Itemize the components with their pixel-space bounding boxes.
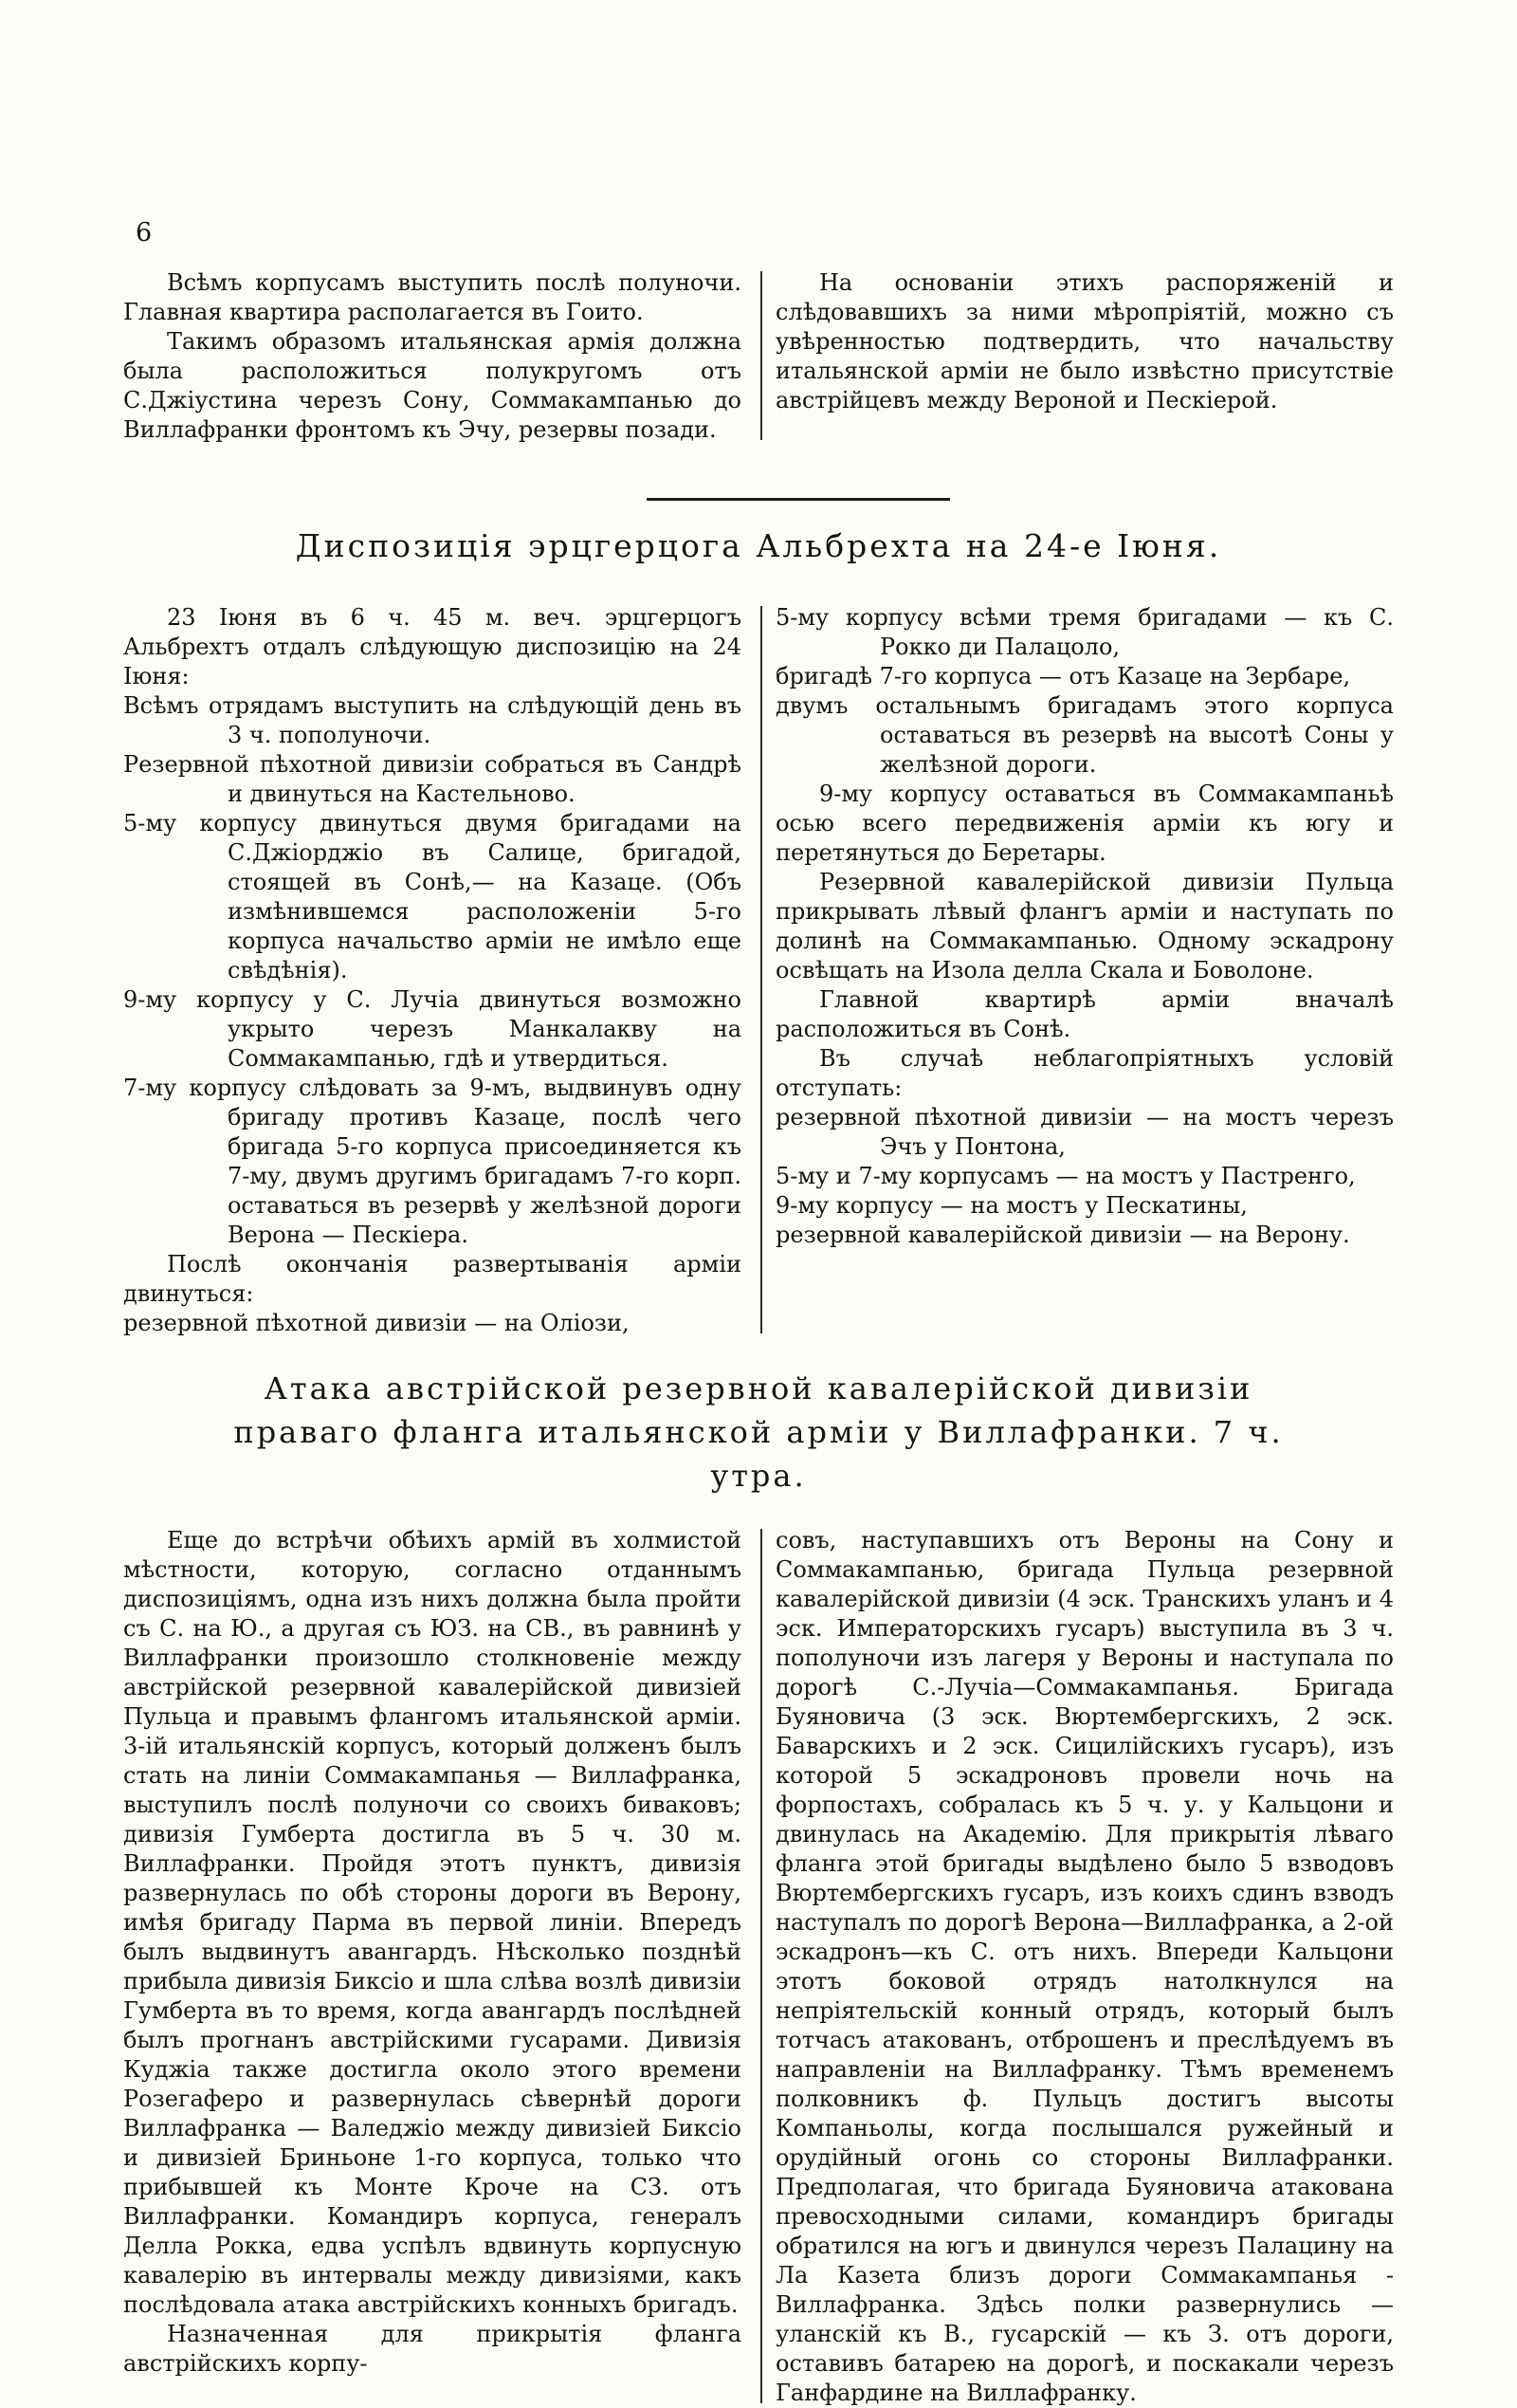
page-number: 6 <box>136 218 153 248</box>
section-attack-right-column <box>776 1526 1394 2408</box>
list-item: 5-му корпусу двинуться двумя бригадами на С.Джіорджіо въ Салице, бригадой, стоящей въ Сонѣ,— на Казаце. (Объ измѣнившемся расположеніи 5-го корпуса начальство арміи не имѣло еще свѣдѣнія). <box>123 810 741 983</box>
paragraph: Такимъ образомъ итальянская армія должна была расположиться полукругомъ отъ С.Джіустина черезъ Сону, Соммакампанью до Виллафранки фронтомъ къ Эчу, резервы позади. <box>123 328 741 443</box>
paragraph: Назначенная для прикрытія фланга австрійскихъ корпу- <box>123 2321 741 2377</box>
paragraph: 9-му корпусу оставаться въ Соммакампаньѣ осью всего передвиженія арміи къ югу и перетянуться до Беретары. <box>776 781 1394 866</box>
section-attack-left-column <box>123 1526 741 2408</box>
section-disposition <box>123 603 1394 1338</box>
section-disposition-right-column <box>776 603 1394 1338</box>
paragraph: 23 Іюня въ 6 ч. 45 м. веч. эрцгерцогъ Альбрехтъ отдалъ слѣдующую диспозицію на 24 Іюня: <box>123 604 741 689</box>
paragraph: Въ случаѣ неблагопріятныхъ условій отступать: <box>776 1045 1394 1101</box>
paragraph: совъ, наступавшихъ отъ Вероны на Сону и Соммакампанью, бригада Пульца резервной кавалерійской дивизіи (4 эск. Транскихъ уланъ и 4 эск. Императорскихъ гусаръ) выступила въ 3 ч. пополуночи изъ лагеря у Вероны и наступала по дорогѣ С.-Лучіа—Соммакампанья. Бригада Буяновича (3 эск. Вюртембергскихъ, 2 эск. Баварскихъ и 2 эск. Сицилійскихъ гусаръ), изъ которой 5 эскадроновъ провели ночь на форпостахъ, собралась къ 5 ч. у. у Кальцони и двинулась на Академію. Для прикрытія лѣваго фланга этой бригады выдѣлено было 5 взводовъ Вюртембергскихъ гусаръ, изъ коихъ сдинъ взводъ наступалъ по дорогѣ Верона—Виллафранка, а 2-ой эскадронъ—къ С. отъ нихъ. Впереди Кальцони этотъ боковой отрядъ натолкнулся на непріятельскій конный отрядъ, который былъ тотчасъ атакованъ, отброшенъ и преслѣдуемъ въ направленіи на Виллафранку. Тѣмъ временемъ полковникъ ф. Пульцъ достигъ высоты Компаньолы, когда послышался ружейный и орудійный огонь со стороны Виллафранки. Предполагая, что бригада Буяновича атакована превосходными силами, командиръ бригады обратился на югъ и двинулся черезъ Палацину на Ла Казета близъ дороги Соммакампанья - Виллафранка. Здѣсь полки развернулись — уланскій къ В., гусарскій — къ З. отъ дороги, оставивъ батарею на дорогѣ, и поскакали черезъ Ганфардине на Виллафранку. <box>776 1527 1394 2406</box>
column-divider-rule <box>760 1529 762 2403</box>
section-disposition-left-column <box>123 603 741 1338</box>
paragraph: Послѣ окончанія развертыванія арміи двинуться: <box>123 1251 741 1307</box>
paragraph: Главной квартирѣ арміи вначалѣ расположиться въ Сонѣ. <box>776 986 1394 1042</box>
column-divider-rule <box>760 271 762 440</box>
list-item: Всѣмъ отрядамъ выступить на слѣдующій день въ 3 ч. пополуночи. <box>123 692 741 748</box>
list-item: 7-му корпусу слѣдовать за 9-мъ, выдвинувъ одну бригаду противъ Казаце, послѣ чего бригада 5-го корпуса присоединяется къ 7-му, двумъ другимъ бригадамъ 7-го корп. оставаться въ резервѣ у желѣзной дороги Верона — Пескіера. <box>123 1075 741 1248</box>
paragraph: На основаніи этихъ распоряженій и слѣдовавшихъ за ними мѣропріятій, можно съ увѣренностью подтвердить, что начальству итальянской арміи не было извѣстно присутствіе австрійцевъ между Вероной и Пескіерой. <box>776 269 1394 414</box>
paragraph: Еще до встрѣчи обѣихъ армій въ холмистой мѣстности, которую, согласно отданнымъ диспозиціямъ, одна изъ нихъ должна была пройти съ С. на Ю., а другая съ ЮЗ. на СВ., въ равнинѣ у Виллафранки произошло столкновеніе между австрійской резервной кавалерійской дивизіей Пульца и правымъ флангомъ итальянской арміи. 3-ій итальянскій корпусъ, который долженъ былъ стать на линіи Соммакампанья — Виллафранка, выступилъ послѣ полуночи со своихъ биваковъ; дивизія Гумберта достигла въ 5 ч. 30 м. Виллафранки. Пройдя этотъ пунктъ, дивизія развернулась по обѣ стороны дороги въ Верону, имѣя бригаду Парма въ первой линіи. Впередъ былъ выдвинутъ авангардъ. Нѣсколько позднѣй прибыла дивизія Биксіо и шла слѣва возлѣ дивизіи Гумберта въ то время, когда авангардъ послѣдней былъ прогнанъ австрійскими гусарами. Дивизія Куджіа также достигла около этого времени Розегаферо и развернулась сѣвернѣй дороги Виллафранка — Валеджіо между дивизіей Биксіо и дивизіей Бриньоне 1-го корпуса, только что прибывшей къ Монте Кроче на СЗ. отъ Виллафранки. Командиръ корпуса, генералъ Делла Рокка, едва успѣлъ вдвинуть корпусную кавалерію въ интервалы между дивизіями, какъ послѣдовала атака австрійскихъ конныхъ бригадъ. <box>123 1527 741 2318</box>
section-separator-line <box>647 498 950 501</box>
list-item: 5-му и 7-му корпусамъ — на мостъ у Пастренго, <box>776 1163 1356 1189</box>
list-item: резервной кавалерійской дивизіи — на Верону. <box>776 1222 1350 1248</box>
list-item: 9-му корпусу — на мостъ у Пескатины, <box>776 1192 1248 1219</box>
paragraph: Резервной кавалерійской дивизіи Пульца прикрывать лѣвый флангъ арміи и наступать по долинѣ на Соммакампанью. Одному эскадрону освѣщать на Изола делла Скала и Боволоне. <box>776 869 1394 983</box>
page-content <box>123 268 1394 2408</box>
section-attack <box>123 1526 1394 2408</box>
heading-disposition: Диспозиція эрцгерцога Альбрехта на 24-е Іюня. <box>295 527 1222 564</box>
section-top-right-column <box>776 268 1394 445</box>
section-top-left-column <box>123 268 741 445</box>
heading-attack: Атака австрійской резервной кавалерійской дивизіи праваго фланга итальянской арміи у Виллафранки. 7 ч. утра. <box>233 1370 1284 1494</box>
list-item: двумъ остальнымъ бригадамъ этого корпуса оставаться въ резервѣ на высотѣ Соны у желѣзной дороги. <box>776 692 1394 778</box>
list-item: 9-му корпусу у С. Лучіа двинуться возможно укрыто черезъ Манкалакву на Соммакампанью, гдѣ и утвердиться. <box>123 986 741 1072</box>
list-item: резервной пѣхотной дивизіи — на мостъ черезъ Эчъ у Понтона, <box>776 1104 1394 1160</box>
list-item: резервной пѣхотной дивизіи — на Оліози, <box>123 1310 630 1336</box>
list-item: бригадѣ 7-го корпуса — отъ Казаце на Зербаре, <box>776 663 1351 689</box>
list-item: 5-му корпусу всѣми тремя бригадами — къ С. Рокко ди Палацоло, <box>776 604 1394 660</box>
paragraph: Всѣмъ корпусамъ выступить послѣ полуночи. Главная квартира располагается въ Гоито. <box>123 269 741 325</box>
section-top <box>123 268 1394 445</box>
list-item: Резервной пѣхотной дивизіи собраться въ Сандрѣ и двинуться на Кастельново. <box>123 751 741 807</box>
column-divider-rule <box>760 606 762 1333</box>
